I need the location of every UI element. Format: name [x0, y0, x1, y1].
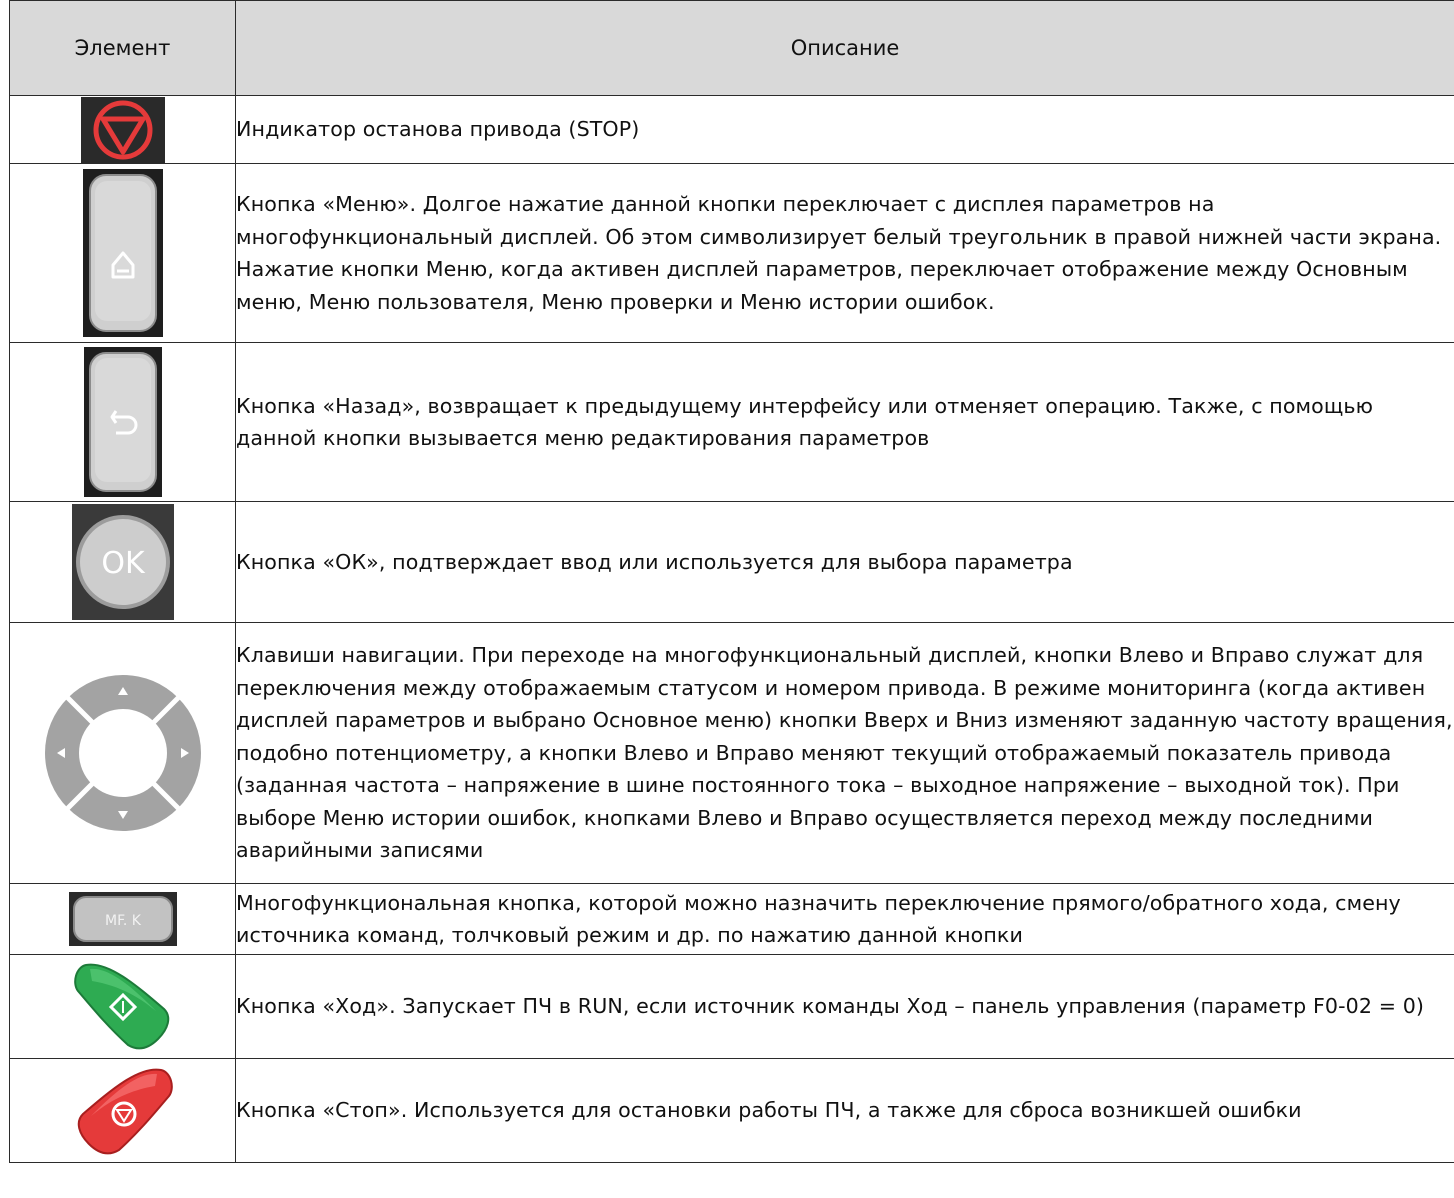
ok-button-icon: [72, 504, 174, 620]
element-cell: [10, 623, 236, 884]
table-row: [10, 96, 1454, 164]
mfk-label: MF. K: [104, 913, 141, 929]
run-button-icon: [68, 959, 178, 1055]
element-cell: [10, 1059, 236, 1163]
description-cell: Кнопка «Меню». Долгое нажатие данной кнопки переключает с дисплея параметров на многофункциональный дисплей. Об этом символизирует белый треугольник в правой нижней части экрана. Нажатие кнопки Меню, когда активен дисплей параметров, переключает отображение между Основным меню, Меню пользователя, Меню проверки и Меню истории ошибок.: [236, 164, 1454, 343]
element-cell: [10, 164, 236, 343]
table-row: [10, 502, 1454, 623]
back-button-icon: [84, 347, 162, 497]
table-row: [10, 343, 1454, 502]
table-row: [10, 164, 1454, 343]
element-cell: [10, 884, 236, 955]
parameter-table: [9, 0, 1454, 1163]
description-cell: Индикатор останова привода (STOP): [236, 96, 1454, 164]
table-row: [10, 623, 1454, 884]
menu-home-button-icon: [83, 169, 163, 337]
ok-label: OK: [100, 546, 145, 581]
header-element: Элемент: [10, 1, 236, 96]
description-cell: Многофункциональная кнопка, которой можно назначить переключение прямого/обратного хода, смену источника команд, толчковый режим и др. по нажатию данной кнопки: [236, 884, 1454, 955]
description-cell: Кнопка «Ход». Запускает ПЧ в RUN, если источник команды Ход – панель управления (параметр F0-02 = 0): [236, 955, 1454, 1059]
header-description: Описание: [236, 1, 1454, 96]
stop-button-icon: [67, 1062, 179, 1160]
navigation-keys-icon: [43, 673, 203, 833]
element-cell: [10, 96, 236, 164]
table-row: [10, 955, 1454, 1059]
description-cell: Кнопка «Назад», возвращает к предыдущему интерфейсу или отменяет операцию. Также, с помощью данной кнопки вызывается меню редактирования параметров: [236, 343, 1454, 502]
table-header-row: [10, 1, 1454, 96]
description-cell: Кнопка «Стоп». Используется для остановки работы ПЧ, а также для сброса возникшей ошибки: [236, 1059, 1454, 1163]
table-row: [10, 1059, 1454, 1163]
element-cell: [10, 343, 236, 502]
stop-indicator-icon: [81, 97, 165, 163]
table-row: [10, 884, 1454, 955]
description-cell: Клавиши навигации. При переходе на многофункциональный дисплей, кнопки Влево и Вправо служат для переключения между отображаемым статусом и номером привода. В режиме мониторинга (когда активен дисплей параметров и выбрано Основное меню) кнопки Вверх и Вниз изменяют заданную частоту вращения, подобно потенциометру, а кнопки Влево и Вправо меняют текущий отображаемый показатель привода (заданная частота – напряжение в шине постоянного тока – выходное напряжение – выходной ток). При выборе Меню истории ошибок, кнопками Влево и Вправо осуществляется переход между последними аварийными записями: [236, 623, 1454, 884]
element-cell: [10, 502, 236, 623]
element-cell: [10, 955, 236, 1059]
multifunction-key-icon: [69, 892, 177, 946]
description-cell: Кнопка «ОК», подтверждает ввод или используется для выбора параметра: [236, 502, 1454, 623]
